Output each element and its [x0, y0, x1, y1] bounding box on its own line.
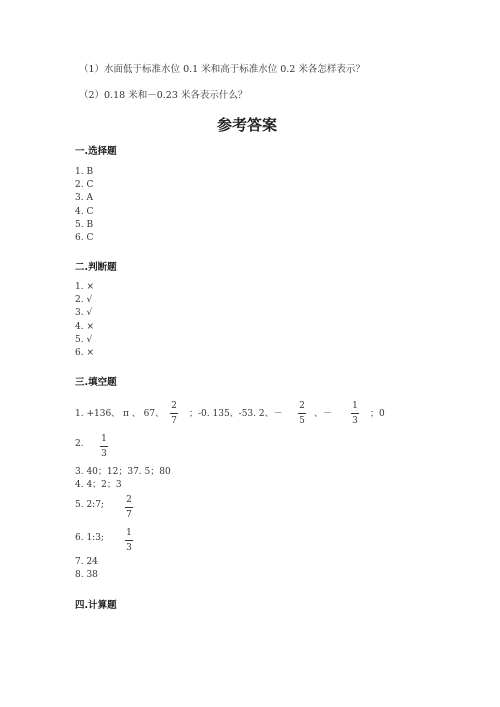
fraction-bar — [125, 507, 133, 508]
fraction-bar — [298, 413, 306, 414]
fraction-numerator: 1 — [101, 434, 107, 444]
fraction-denominator: 3 — [101, 449, 107, 459]
question-2: （2）0.18 米和－0.23 米各表示什么？ — [79, 90, 248, 101]
section-heading-judgement: 二.判断题 — [75, 262, 117, 273]
fraction-bar — [351, 413, 359, 414]
answer-title: 参考答案 — [217, 116, 278, 134]
fill-answer-1-mid2: 、－ — [314, 409, 333, 419]
fill-answer-3: 3. 40；12；37. 5；80 — [75, 467, 171, 477]
fraction-bar — [100, 446, 108, 447]
fill-answer-1-prefix: 1. +136、 π 、 67、 — [75, 409, 165, 419]
fraction-numerator: 2 — [299, 401, 305, 411]
answer-item: 4. × — [75, 321, 94, 332]
answer-item: 2. C — [75, 180, 94, 191]
answer-item: 1. B — [75, 167, 94, 177]
fill-answer-2-prefix: 2. — [75, 439, 84, 449]
answer-item: 6. C — [75, 233, 94, 244]
fraction-numerator: 1 — [126, 528, 132, 538]
fill-answer-1-mid1: ；-0. 135、-53. 2、－ — [189, 409, 283, 419]
fraction-1-3 — [100, 434, 108, 459]
answer-item: 2. √ — [75, 295, 93, 306]
fraction-numerator: 2 — [171, 401, 177, 411]
fraction-1-3 — [125, 528, 133, 553]
fill-answer-7: 7. 24 — [75, 557, 98, 567]
judgement-answers — [75, 281, 94, 360]
answer-item: 6. × — [75, 348, 94, 359]
fraction-denominator: 3 — [126, 543, 132, 553]
section-heading-calculation: 四.计算题 — [75, 600, 117, 611]
answer-item: 5. √ — [75, 334, 93, 345]
fraction-numerator: 2 — [126, 495, 132, 505]
fraction-2-7 — [170, 401, 178, 426]
fraction-denominator: 5 — [299, 416, 305, 426]
section-heading-choice: 一.选择题 — [75, 146, 117, 157]
answer-item: 1. × — [75, 282, 94, 292]
answer-item: 3. √ — [75, 308, 93, 319]
question-1: （1）水面低于标准水位 0.1 米和高于标准水位 0.2 米各怎样表示？ — [79, 64, 365, 75]
fill-answer-8: 8. 38 — [75, 570, 98, 580]
fraction-2-7 — [125, 495, 133, 520]
fraction-bar — [170, 413, 178, 414]
fraction-denominator: 7 — [126, 510, 132, 520]
choice-answers — [75, 166, 93, 245]
answer-item: 5. B — [75, 219, 94, 230]
fill-answer-1-suffix: ；0 — [370, 409, 385, 419]
fraction-denominator: 7 — [171, 416, 177, 426]
fraction-1-3 — [351, 401, 359, 426]
answer-item: 3. A — [75, 193, 93, 204]
fraction-denominator: 3 — [352, 416, 358, 426]
answer-item: 4. C — [75, 206, 94, 217]
section-heading-fill: 三.填空题 — [75, 377, 117, 388]
fill-answer-5-prefix: 5. 2:7; — [75, 500, 104, 510]
fraction-bar — [125, 540, 133, 541]
fill-answer-4: 4. 4；2；3 — [75, 480, 122, 490]
fraction-numerator: 1 — [352, 401, 358, 411]
fraction-2-5 — [298, 401, 306, 426]
fill-answer-6-prefix: 6. 1:3; — [75, 533, 104, 543]
